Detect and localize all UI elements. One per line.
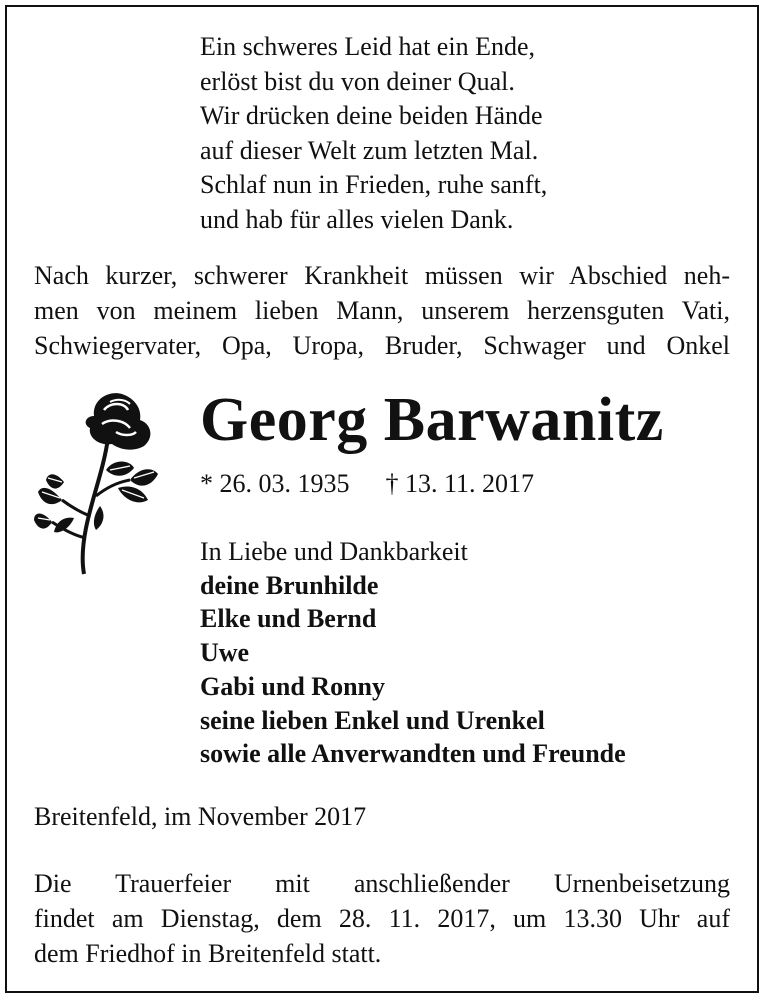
funeral-service-info: [34, 866, 730, 971]
mourner-name: deine Brunhilde: [200, 570, 379, 600]
place-and-date: Breitenfeld, im November 2017: [34, 802, 367, 831]
announcement-text: [34, 258, 730, 363]
poem-line: auf dieser Welt zum letzten Mal.: [200, 135, 539, 165]
poem-line: und hab für alles vielen Dank.: [200, 204, 514, 234]
poem-line: erlöst bist du von deiner Qual.: [200, 66, 515, 96]
memorial-poem: [200, 30, 547, 237]
mourner-name: Gabi und Ronny: [200, 671, 385, 701]
service-line: findet am Dienstag, dem 28. 11. 2017, um 13.30 Uhr auf: [34, 904, 730, 933]
life-dates: [200, 467, 534, 501]
mourner-name: Uwe: [200, 638, 250, 668]
poem-line: Wir drücken deine beiden Hände: [200, 101, 543, 130]
rose-icon: [34, 388, 160, 578]
announcement-line: Nach kurzer, schwerer Krankheit müssen wir Abschied neh-: [34, 261, 730, 290]
birth-date: * 26. 03. 1935: [200, 469, 350, 498]
mourner-name: Elke und Bernd: [200, 604, 377, 634]
poem-line: Ein schweres Leid hat ein Ende,: [200, 32, 535, 61]
announcement-line: men von meinem lieben Mann, unserem herzensguten Vati,: [34, 296, 730, 325]
death-date: † 13. 11. 2017: [385, 469, 535, 498]
poem-line: Schlaf nun in Frieden, ruhe sanft,: [200, 170, 548, 199]
mourner-name: sowie alle Anverwandten und Freunde: [200, 739, 626, 769]
service-line: dem Friedhof in Breitenfeld statt.: [34, 939, 382, 968]
announcement-line: Schwiegervater, Opa, Uropa, Bruder, Schwager und Onkel: [34, 331, 730, 360]
mourners-intro: In Liebe und Dankbarkeit: [200, 537, 468, 566]
service-line: Die Trauerfeier mit anschließender Urnenbeisetzung: [34, 869, 730, 898]
deceased-name: Georg Barwanitz: [200, 386, 664, 454]
mourners-list: [200, 535, 626, 771]
mourner-name: seine lieben Enkel und Urenkel: [200, 705, 545, 735]
